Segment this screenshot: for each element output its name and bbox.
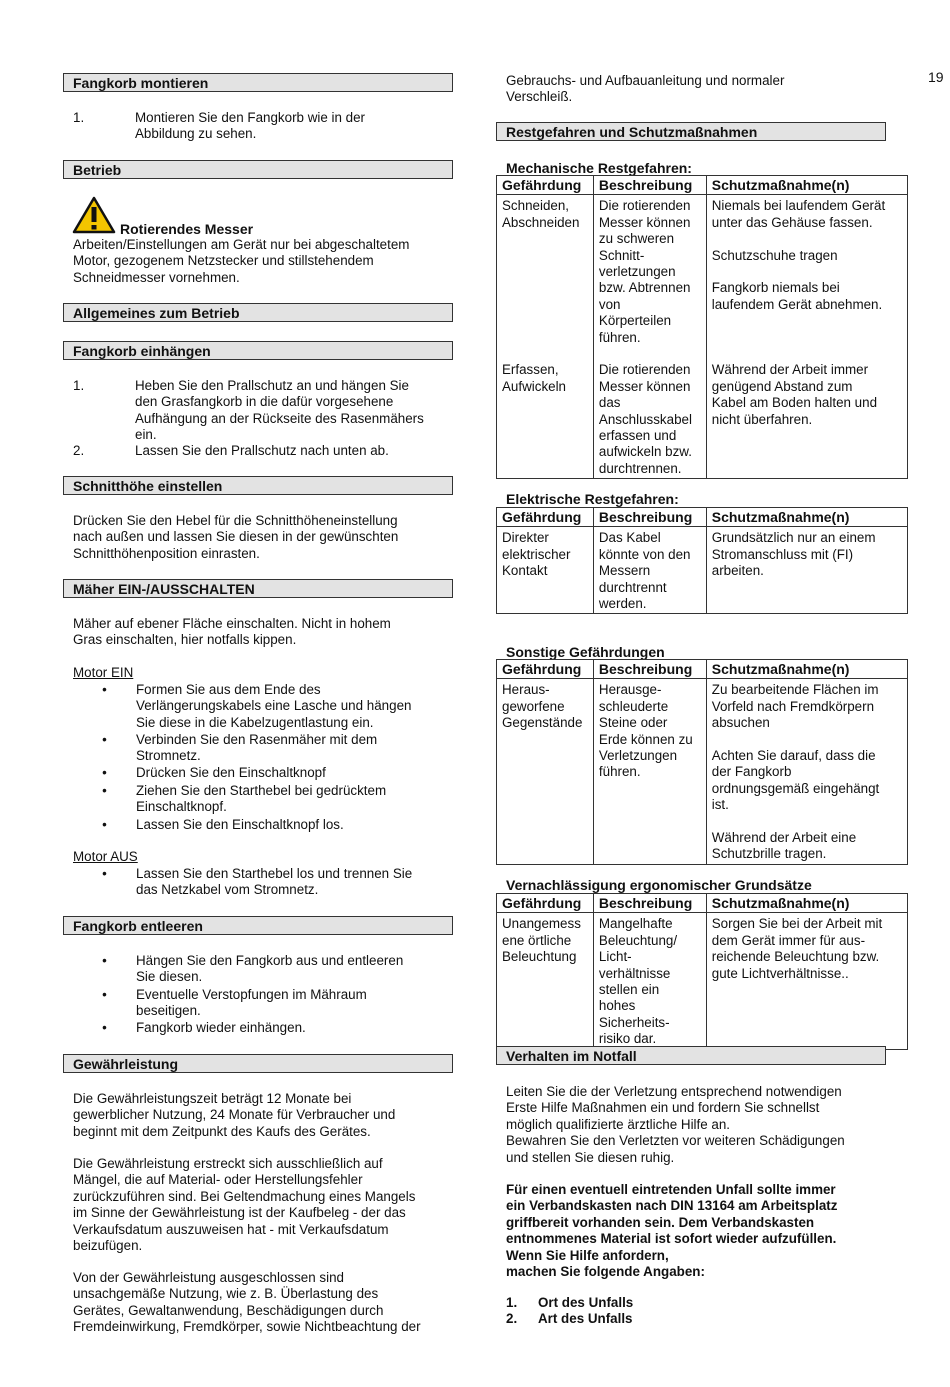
table-row bbox=[497, 356, 908, 478]
item-number: 2. bbox=[506, 1311, 518, 1326]
col-header: Beschreibung bbox=[593, 660, 706, 679]
table-cell: Die rotierenden Messer können das Anschlusskabel erfassen und aufwickeln bzw. durchtrennen. bbox=[593, 356, 706, 478]
warning-text: Arbeiten/Einstellungen am Gerät nur bei abgeschaltetem Motor, gezogenem Netzstecker und stillstehendem Schneidmesser vornehmen. bbox=[73, 237, 410, 285]
list-item bbox=[73, 732, 453, 765]
heading-restgefahren: Restgefahren und Schutzmaßnahmen bbox=[496, 122, 886, 141]
item-text: Art des Unfalls bbox=[538, 1311, 633, 1326]
table-cell: Herausge- schleuderte Steine oder Erde können zu Verletzungen führen. bbox=[593, 679, 706, 864]
table-sonstige bbox=[496, 659, 908, 865]
motor-ein-label: Motor EIN bbox=[73, 665, 134, 680]
col-header: Schutzmaßnahme(n) bbox=[706, 660, 907, 679]
step-text: Montieren Sie den Fangkorb wie in der Abbildung zu sehen. bbox=[135, 110, 366, 142]
notfall-p1: Leiten Sie die der Verletzung entsprechend notwendigen Erste Hilfe Maßnahmen ein und fordern Sie schnellst möglich qualifizierte ärztliche Hilfe an. Bewahren Sie den Verletzten vor weiteren Schädigungen und stellen Sie diesen ruhig. bbox=[506, 1084, 845, 1165]
col-header: Beschreibung bbox=[593, 176, 706, 195]
list-item bbox=[73, 378, 453, 444]
list-item-text: Fangkorb wieder einhängen. bbox=[136, 1020, 306, 1035]
table-header-row bbox=[497, 508, 908, 527]
list-item-text: Lassen Sie den Starthebel los und trennen Sie das Netzkabel vom Stromnetz. bbox=[136, 866, 413, 898]
list-item bbox=[73, 783, 453, 816]
table-row bbox=[497, 679, 908, 864]
heading-betrieb: Betrieb bbox=[63, 160, 453, 179]
table-row bbox=[497, 527, 908, 614]
list-item-text: Eventuelle Verstopfungen im Mähraum beseitigen. bbox=[136, 987, 367, 1019]
col-header: Gefährdung bbox=[497, 508, 594, 527]
table-ergonomie bbox=[496, 893, 908, 1050]
heading-allgemeines: Allgemeines zum Betrieb bbox=[63, 303, 453, 322]
list-item bbox=[73, 953, 453, 986]
table-title-mechanisch: Mechanische Restgefahren: bbox=[506, 160, 692, 176]
continued-text: Gebrauchs- und Aufbauanleitung und normaler Verschleiß. bbox=[506, 73, 785, 105]
table-cell: Schneiden, Abschneiden bbox=[497, 195, 594, 357]
table-header-row bbox=[497, 660, 908, 679]
gewaehrleistung-p2: Die Gewährleistung erstreckt sich ausschließlich auf Mängel, die auf Material- oder Herstellungsfehler zurückzuführen sind. Bei Geltendmachung eines Mangels im Sinne der Gewährleistung ist der Kaufbeleg - der das Verkaufsdatum auszuweisen hat - mit Verkaufsdatum beizufügen. bbox=[73, 1156, 416, 1254]
step-number: 1. bbox=[73, 378, 85, 393]
table-header-row bbox=[497, 894, 908, 913]
table-cell: Sorgen Sie bei der Arbeit mit dem Gerät immer für aus- reichende Beleuchtung bzw. gute Lichtverhältnisse.. bbox=[706, 913, 907, 1049]
list-item bbox=[73, 866, 453, 899]
gewaehrleistung-p3: Von der Gewährleistung ausgeschlossen sind unsachgemäße Nutzung, wie z. B. Überlastung des Gerätes, Gewaltanwendung, Beschädigungen durch Fremdeinwirkung, Fremdkörper, sowie Nichtbeachtung der bbox=[73, 1270, 421, 1335]
warning-icon bbox=[72, 196, 116, 234]
step-number: 2. bbox=[73, 443, 85, 458]
table-header-row bbox=[497, 176, 908, 195]
table-cell: Die rotierenden Messer können zu schweren Schnitt- verletzungen bzw. Abtrennen von Körperteilen führen. bbox=[593, 195, 706, 357]
list-item bbox=[73, 1020, 453, 1036]
list-item bbox=[73, 443, 453, 459]
table-cell: Zu bearbeitende Flächen im Vorfeld nach Fremdkörpern absuchen Achten Sie darauf, dass die der Fangkorb ordnungsgemäß eingehängt ist. Während der Arbeit eine Schutzbrille tragen. bbox=[706, 679, 907, 864]
item-text: Ort des Unfalls bbox=[538, 1295, 634, 1310]
table-row bbox=[497, 913, 908, 1049]
list-item bbox=[73, 987, 453, 1020]
table-row bbox=[497, 195, 908, 357]
list-item-text: Lassen Sie den Einschaltknopf los. bbox=[136, 817, 344, 832]
bullet: • bbox=[102, 987, 107, 1002]
table-title-ergonomie: Vernachlässigung ergonomischer Grundsätze bbox=[506, 877, 812, 893]
notfall-p2: Für einen eventuell eintretenden Unfall sollte immer ein Verbandskasten nach DIN 13164 am Arbeitsplatz griffbereit vorhanden sein. Dem Verbandskasten entnommenes Material ist sofort wieder aufzufüllen. Wenn Sie Hilfe anfordern, machen Sie folgende Angaben: bbox=[506, 1182, 838, 1280]
col-header: Schutzmaßnahme(n) bbox=[706, 508, 907, 527]
table-cell: Das Kabel könnte von den Messern durchtrennt werden. bbox=[593, 527, 706, 614]
gewaehrleistung-p1: Die Gewährleistungszeit beträgt 12 Monate bei gewerblicher Nutzung, 24 Monate für Verbraucher und beginnt mit dem Zeitpunkt des Kaufs des Gerätes. bbox=[73, 1091, 396, 1139]
col-header: Beschreibung bbox=[593, 894, 706, 913]
maeher-text: Mäher auf ebener Fläche einschalten. Nicht in hohem Gras einschalten, hier notfalls kippen. bbox=[73, 616, 391, 648]
motor-aus-label: Motor AUS bbox=[73, 849, 138, 864]
heading-fangkorb-montieren: Fangkorb montieren bbox=[63, 73, 453, 92]
heading-notfall: Verhalten im Notfall bbox=[496, 1046, 886, 1065]
col-header: Gefährdung bbox=[497, 894, 594, 913]
col-header: Schutzmaßnahme(n) bbox=[706, 176, 907, 195]
bullet: • bbox=[102, 682, 107, 697]
col-header: Gefährdung bbox=[497, 660, 594, 679]
list-item-text: Formen Sie aus dem Ende des Verlängerungskabels eine Lasche und hängen Sie diese in die Kabelzugentlastung ein. bbox=[136, 682, 412, 730]
table-cell: Mangelhafte Beleuchtung/ Licht- verhältnisse stellen ein hohes Sicherheits- risiko dar. bbox=[593, 913, 706, 1049]
table-cell: Direkter elektrischer Kontakt bbox=[497, 527, 594, 614]
table-cell: Unangemess ene örtliche Beleuchtung bbox=[497, 913, 594, 1049]
step-number: 1. bbox=[73, 110, 85, 125]
step-text: Heben Sie den Prallschutz an und hängen Sie den Grasfangkorb in die dafür vorgesehene Aufhängung an der Rückseite des Rasenmähers ein. bbox=[135, 378, 424, 443]
list-item-text: Drücken Sie den Einschaltknopf bbox=[136, 765, 326, 780]
col-header: Schutzmaßnahme(n) bbox=[706, 894, 907, 913]
table-cell: Während der Arbeit immer genügend Abstand zum Kabel am Boden halten und nicht überfahren. bbox=[706, 356, 907, 478]
col-header: Beschreibung bbox=[593, 508, 706, 527]
table-title-elektrisch: Elektrische Restgefahren: bbox=[506, 491, 679, 507]
schnitthoehe-text: Drücken Sie den Hebel für die Schnitthöheneinstellung nach außen und lassen Sie diesen in der gewünschten Schnitthöhenposition einrasten. bbox=[73, 513, 399, 561]
heading-gewaehrleistung: Gewährleistung bbox=[63, 1054, 453, 1073]
heading-schnitthoehe: Schnitthöhe einstellen bbox=[63, 476, 453, 495]
list-item bbox=[73, 817, 453, 833]
table-title-sonstige: Sonstige Gefährdungen bbox=[506, 644, 665, 660]
col-header: Gefährdung bbox=[497, 176, 594, 195]
list-item bbox=[73, 765, 453, 781]
list-item bbox=[73, 682, 453, 731]
page-number: 19 bbox=[928, 69, 944, 85]
table-cell: Erfassen, Aufwickeln bbox=[497, 356, 594, 478]
heading-fangkorb-entleeren: Fangkorb entleeren bbox=[63, 916, 453, 935]
bullet: • bbox=[102, 866, 107, 881]
heading-fangkorb-einhaengen: Fangkorb einhängen bbox=[63, 341, 453, 360]
list-item-text: Ziehen Sie den Starthebel bei gedrücktem Einschaltknopf. bbox=[136, 783, 387, 815]
warning-title: Rotierendes Messer bbox=[120, 221, 254, 237]
list-item-text: Hängen Sie den Fangkorb aus und entleeren Sie diesen. bbox=[136, 953, 404, 985]
bullet: • bbox=[102, 953, 107, 968]
bullet: • bbox=[102, 765, 107, 780]
table-cell: Niemals bei laufendem Gerät unter das Gehäuse fassen. Schutzschuhe tragen Fangkorb niemals bei laufendem Gerät abnehmen. bbox=[706, 195, 907, 357]
bullet: • bbox=[102, 817, 107, 832]
list-item bbox=[506, 1295, 806, 1311]
step-text: Lassen Sie den Prallschutz nach unten ab. bbox=[135, 443, 389, 458]
bullet: • bbox=[102, 732, 107, 747]
list-item bbox=[73, 110, 453, 143]
item-number: 1. bbox=[506, 1295, 518, 1310]
table-cell: Grundsätzlich nur an einem Stromanschluss mit (FI) arbeiten. bbox=[706, 527, 907, 614]
bullet: • bbox=[102, 1020, 107, 1035]
table-elektrisch bbox=[496, 507, 908, 614]
table-cell: Heraus- geworfene Gegenstände bbox=[497, 679, 594, 864]
list-item-text: Verbinden Sie den Rasenmäher mit dem Stromnetz. bbox=[136, 732, 378, 764]
heading-maeher: Mäher EIN-/AUSSCHALTEN bbox=[63, 579, 453, 598]
table-mechanisch bbox=[496, 175, 908, 479]
list-item bbox=[506, 1311, 806, 1327]
bullet: • bbox=[102, 783, 107, 798]
